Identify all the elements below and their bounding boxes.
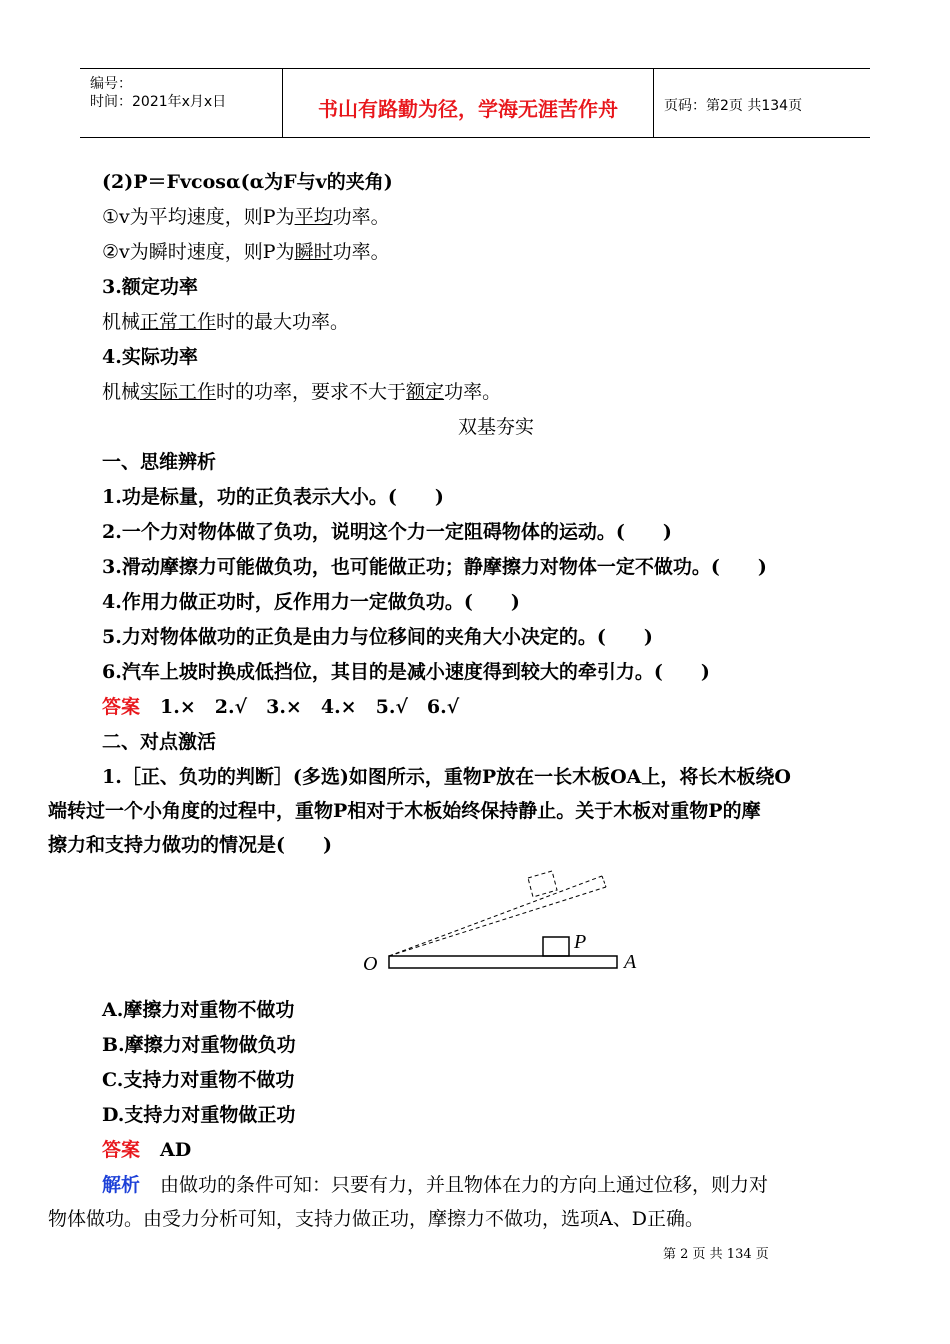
page-number: 页码：第2页 共134页 bbox=[664, 98, 803, 114]
text: 时的功率，要求不大于 bbox=[216, 381, 407, 403]
section-heading-2: 二、对点激活 bbox=[102, 731, 217, 753]
text: 机械 bbox=[102, 381, 141, 403]
section-title: 双基夯实 bbox=[458, 416, 535, 438]
option-b: B.摩擦力对重物做负功 bbox=[102, 1034, 296, 1056]
average-power-line bbox=[102, 204, 390, 230]
answer-line-2 bbox=[102, 1137, 191, 1163]
section-heading-1: 一、思维辨析 bbox=[102, 451, 217, 473]
blank-answer: 正常工作 bbox=[140, 311, 217, 333]
formula-line: (2)P＝Fvcosα(α为F与v的夹角) bbox=[102, 171, 393, 193]
label-p: P bbox=[574, 931, 587, 953]
analysis-label: 解析 bbox=[102, 1174, 141, 1196]
problem-line-1: 1.［正、负功的判断］(多选)如图所示，重物P放在一长木板OA上，将长木板绕O bbox=[102, 766, 791, 788]
answer-values: 1.× 2.√ 3.× 4.× 5.√ 6.√ bbox=[160, 696, 460, 718]
label-a: A bbox=[624, 951, 637, 973]
heading-rated-power: 3.额定功率 bbox=[102, 276, 198, 298]
answer-line-1 bbox=[102, 694, 459, 720]
text: 功率。 bbox=[332, 241, 390, 263]
text: ②v为瞬时速度，则P为 bbox=[102, 241, 295, 263]
rated-power-line bbox=[102, 309, 349, 335]
blank-answer: 瞬时 bbox=[294, 241, 333, 263]
answer-label: 答案 bbox=[102, 696, 141, 718]
instant-power-line bbox=[102, 239, 390, 265]
header-info-cell bbox=[80, 69, 283, 137]
text: 功率。 bbox=[332, 206, 390, 228]
analysis-line-2: 物体做功。由受力分析可知，支持力做正功，摩擦力不做功，选项A、D正确。 bbox=[48, 1208, 704, 1230]
question-6: 6.汽车上坡时换成低挡位，其目的是减小速度得到较大的牵引力。( ) bbox=[102, 661, 710, 683]
option-c: C.支持力对重物不做功 bbox=[102, 1069, 295, 1091]
heading-actual-power: 4.实际功率 bbox=[102, 346, 198, 368]
question-3: 3.滑动摩擦力可能做负功，也可能做正功；静摩擦力对物体一定不做功。( ) bbox=[102, 556, 767, 578]
page-header bbox=[80, 68, 870, 138]
analysis-text: 由做功的条件可知：只要有力，并且物体在力的方向上通过位移，则力对 bbox=[160, 1174, 769, 1196]
option-a: A.摩擦力对重物不做功 bbox=[102, 999, 295, 1021]
text: 功率。 bbox=[444, 381, 502, 403]
problem-line-3: 擦力和支持力做功的情况是( ) bbox=[48, 834, 332, 856]
analysis-line-1 bbox=[102, 1172, 768, 1198]
question-5: 5.力对物体做功的正负是由力与位移间的夹角大小决定的。( ) bbox=[102, 626, 653, 648]
question-1: 1.功是标量，功的正负表示大小。( ) bbox=[102, 486, 444, 508]
header-motto-cell bbox=[283, 69, 654, 137]
option-d: D.支持力对重物做正功 bbox=[102, 1104, 296, 1126]
header-page-cell bbox=[654, 69, 870, 137]
motto: 书山有路勤为径，学海无涯苦作舟 bbox=[318, 97, 618, 121]
problem-line-2: 端转过一个小角度的过程中，重物P相对于木板始终保持静止。关于木板对重物P的摩 bbox=[48, 800, 761, 822]
question-2: 2.一个力对物体做了负功，说明这个力一定阻碍物体的运动。( ) bbox=[102, 521, 672, 543]
code-label: 编号： bbox=[90, 76, 132, 92]
blank-answer: 平均 bbox=[294, 206, 333, 228]
text: ①v为平均速度，则P为 bbox=[102, 206, 295, 228]
blank-answer: 额定 bbox=[406, 381, 445, 403]
blank-answer: 实际工作 bbox=[140, 381, 217, 403]
answer-label: 答案 bbox=[102, 1139, 141, 1161]
answer-values: AD bbox=[160, 1139, 192, 1161]
actual-power-line bbox=[102, 379, 501, 405]
question-4: 4.作用力做正功时，反作用力一定做负功。( ) bbox=[102, 591, 520, 613]
label-o: O bbox=[363, 953, 378, 975]
page-footer: 第 2 页 共 134 页 bbox=[663, 1247, 769, 1262]
incline-figure bbox=[355, 860, 647, 980]
text: 时的最大功率。 bbox=[216, 311, 350, 333]
date-text: 时间：2021年x月x日 bbox=[90, 94, 227, 110]
text: 机械 bbox=[102, 311, 141, 333]
